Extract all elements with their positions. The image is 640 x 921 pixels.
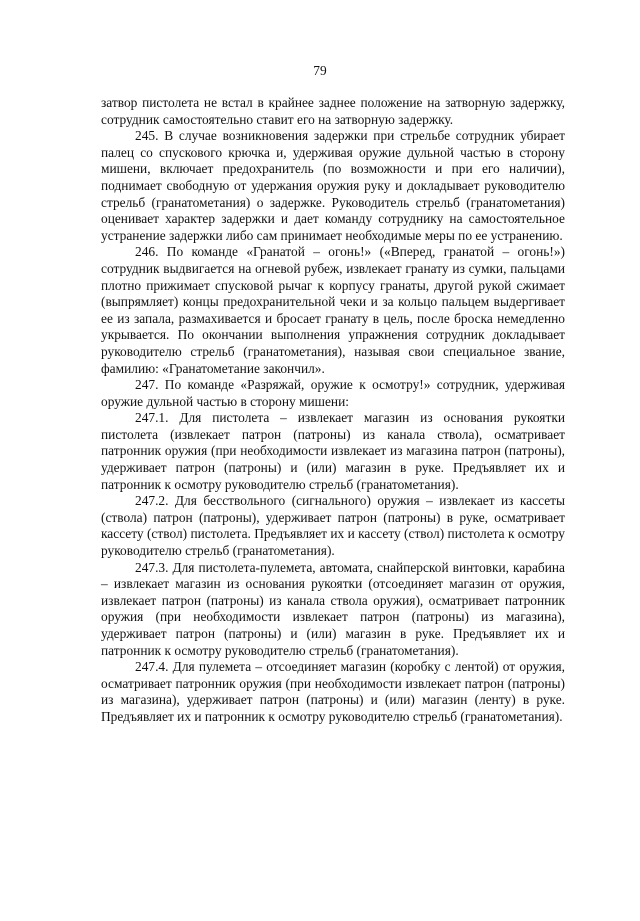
document-body (101, 95, 565, 726)
paragraph-247: 247. По команде «Разряжай, оружие к осмотру!» сотрудник, удерживая оружие дульной частью в сторону мишени: (101, 377, 565, 409)
paragraph-247-1: 247.1. Для пистолета – извлекает магазин из основания рукоятки пистолета (извлекает патрон (патроны) из канала ствола), осматривает патронник оружия (при необходимости извлекает из магазина патрон (патроны), удерживает патрон (патроны) и (или) магазин в руке. Предъявляет их и патронник к осмотру руководителю стрельб (гранатометания). (101, 410, 565, 492)
paragraph-247-2: 247.2. Для бесствольного (сигнального) оружия – извлекает из кассеты (ствола) патрон (патроны), удерживает патрон (патроны) в руке, осматривает кассету (ствол) пистолета. Предъявляет их и кассету (ствол) пистолета к осмотру руководителю стрельб (гранатометания). (101, 493, 565, 559)
paragraph-246: 246. По команде «Гранатой – огонь!» («Вперед, гранатой – огонь!») сотрудник выдвигается на огневой рубеж, извлекает гранату из сумки, пальцами плотно прижимает спусковой рычаг к корпусу гранаты, другой рукой сжимает (выпрямляет) концы предохранительной чеки и за кольцо пальцем выдергивает ее из запала, размахивается и бросает гранату в цель, после броска немедленно укрывается. По окончании выполнения упражнения сотрудник докладывает руководителю стрельб (гранатометания), называя свои специальное звание, фамилию: «Гранатометание закончил». (101, 244, 565, 376)
page-number: 79 (313, 63, 327, 78)
paragraph-continuation: затвор пистолета не встал в крайнее заднее положение на затворную задержку, сотрудник самостоятельно ставит его на затворную задержку. (101, 95, 565, 127)
paragraph-247-4: 247.4. Для пулемета – отсоединяет магазин (коробку с лентой) от оружия, осматривает патронник оружия (при необходимости извлекает патрон (патроны) из магазина), удерживает патрон (патроны) и (или) магазин (ленту) в руке. Предъявляет их и патронник к осмотру руководителю стрельб (гранатометания). (101, 659, 565, 724)
paragraph-245: 245. В случае возникновения задержки при стрельбе сотрудник убирает палец со спускового крючка и, удерживая оружие дульной частью в сторону мишени, включает предохранитель (по возможности и при его наличии), поднимает свободную от удержания оружия руку и докладывает руководителю стрельб (гранатометания) о задержке. Руководитель стрельб (гранатометания) оценивает характер задержки и дает команду сотруднику на самостоятельное устранение задержки либо сам принимает необходимые меры по ее устранению. (101, 128, 565, 243)
paragraph-247-3: 247.3. Для пистолета-пулемета, автомата, снайперской винтовки, карабина – извлекает магазин из основания рукоятки (отсоединяет магазин от оружия, извлекает патрон (патроны) из канала ствола оружия), осматривает патронник оружия (при необходимости извлекает патрон (патроны) из магазина), удерживает патрон (патроны) и (или) магазин в руке. Предъявляет их и патронник к осмотру руководителю стрельб (гранатометания). (101, 559, 565, 658)
